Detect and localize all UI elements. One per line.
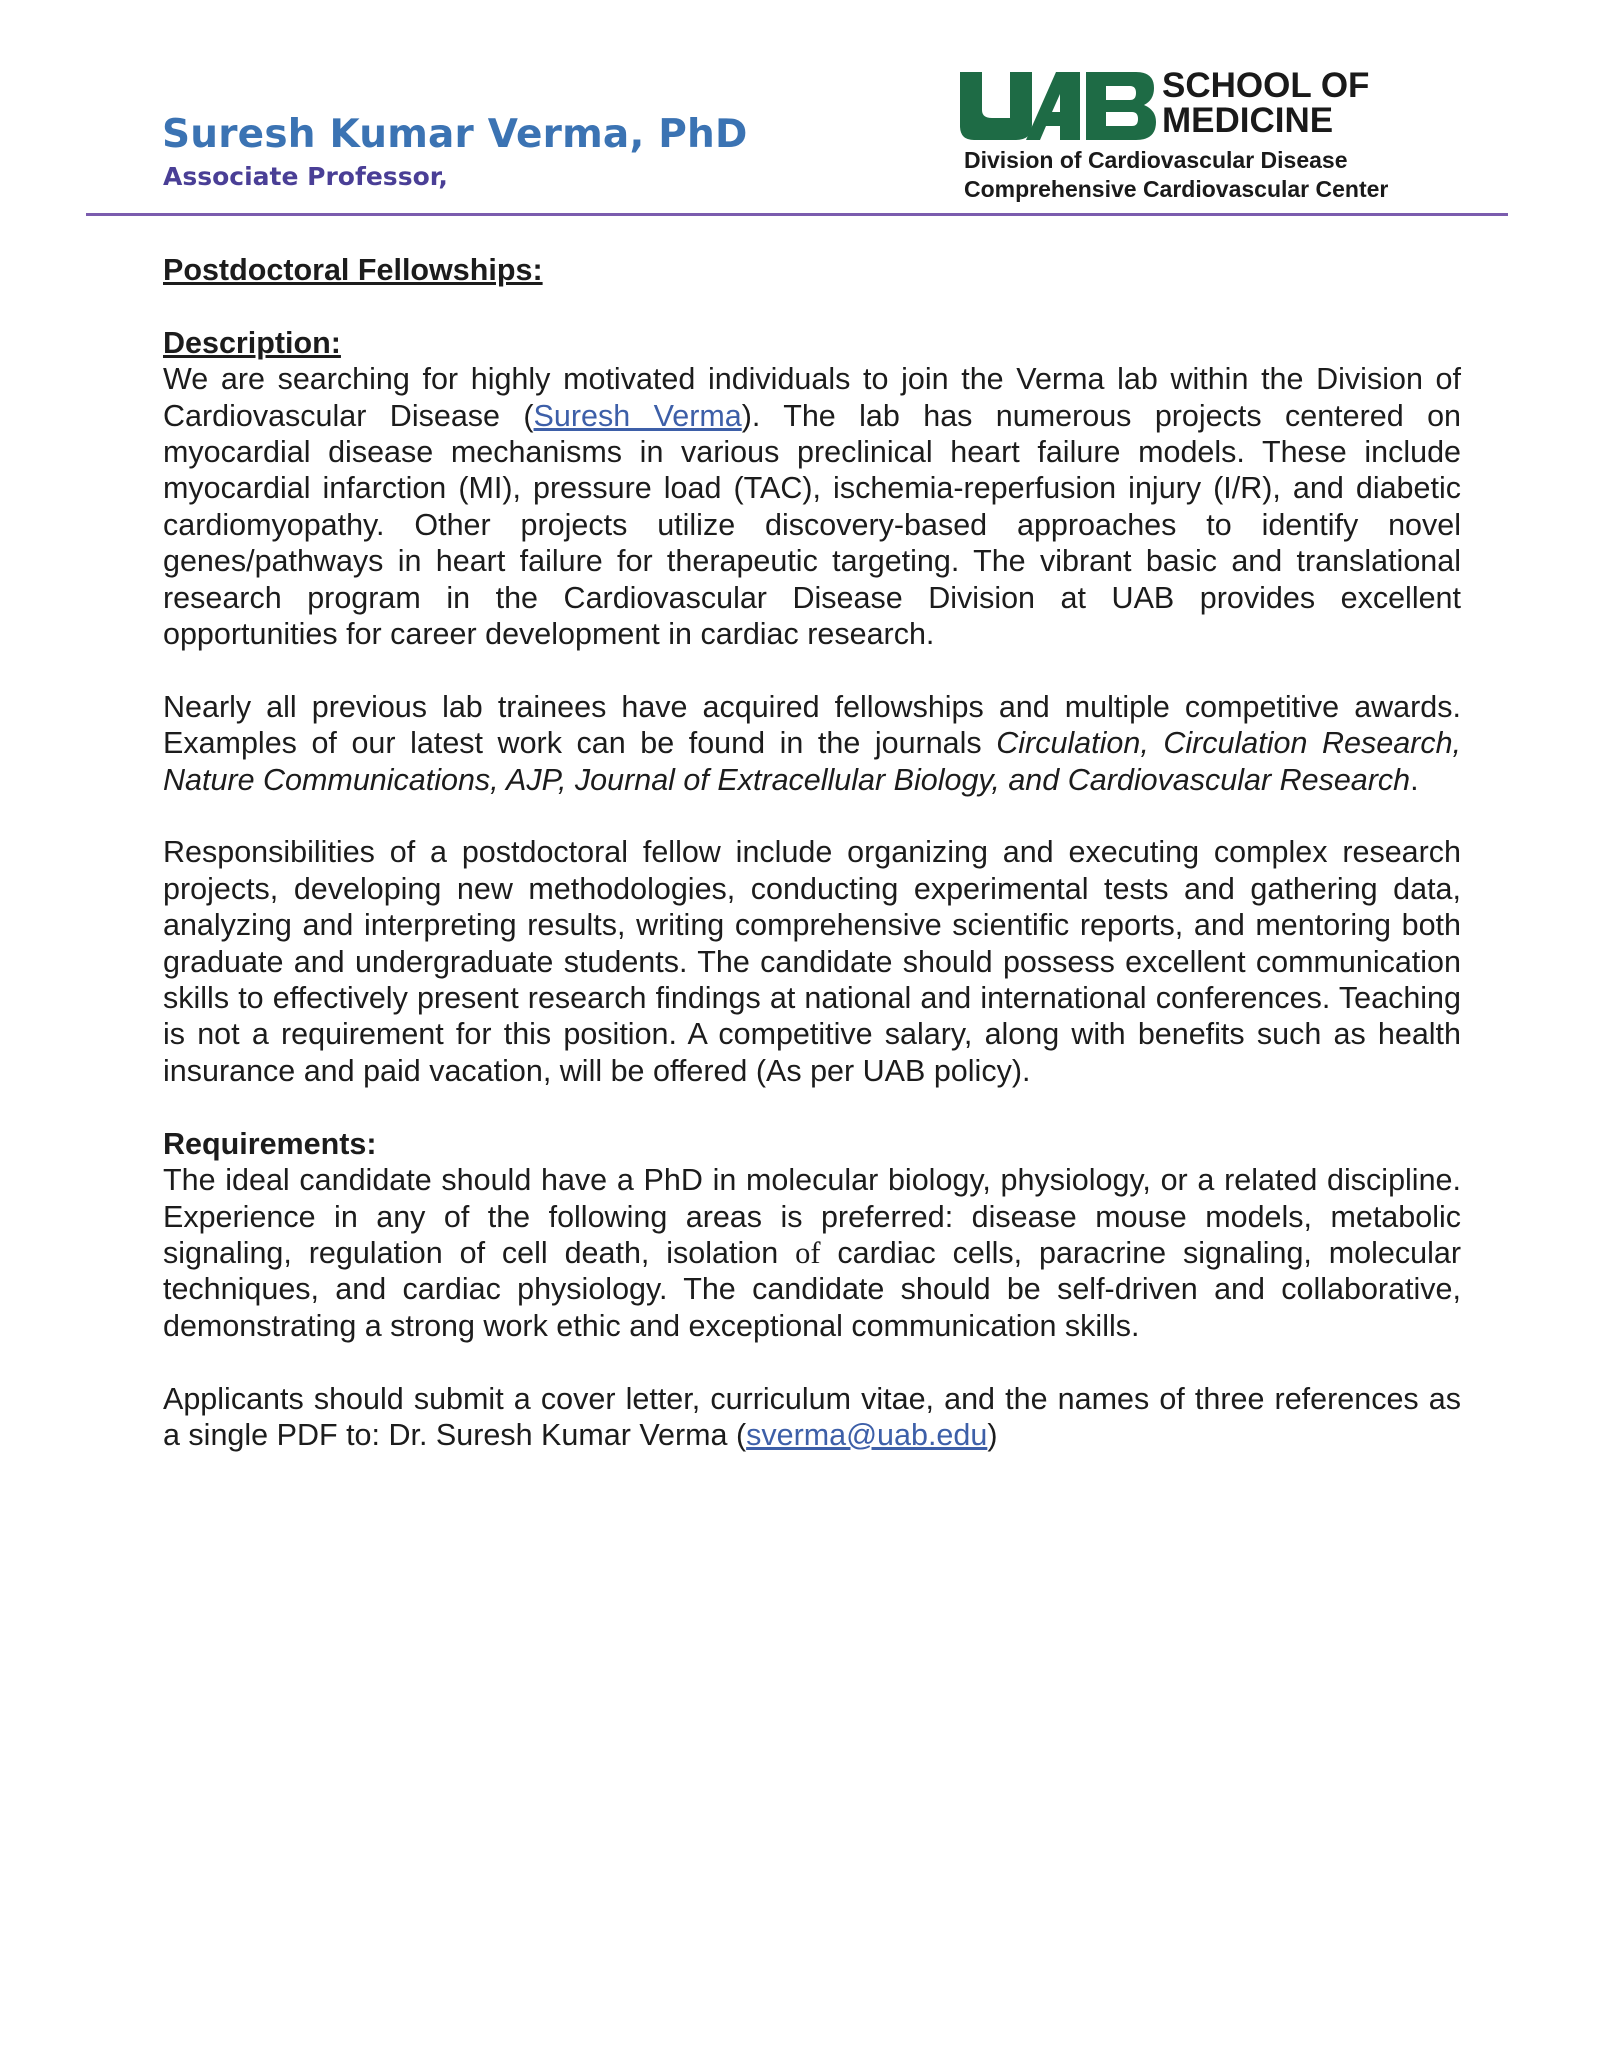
school-line-2: MEDICINE: [1162, 101, 1334, 140]
uab-logo-mark: [960, 72, 1156, 140]
journals-list: Circulation, Circulation Research, Nature Communications, AJP, Journal of Extracellular Biology, and Cardiovascular Research: [163, 726, 1462, 797]
division-line-1: Division of Cardiovascular Disease: [964, 147, 1348, 173]
description-heading: Description:: [163, 325, 341, 360]
suresh-verma-link[interactable]: Suresh Verma: [533, 398, 742, 433]
document-body: [163, 252, 1461, 1453]
para1-text-a: We are searching for highly motivated individuals to join the Verma lab within the Division of Cardiovascular Disease (: [163, 362, 1461, 433]
para4-text-b: cardiac cells, paracrine signaling, molecular techniques, and cardiac physiology. The candidate should be self-driven and collaborative, demonstrating a strong work ethic and exceptional communication skills.: [163, 1235, 1461, 1343]
para4-text-a: The ideal candidate should have a PhD in molecular biology, physiology, or a related discipline. Experience in any of the following areas is preferred: disease mouse models, metabolic signaling, regulation of cell death, isolation: [163, 1163, 1461, 1270]
requirements-heading: Requirements:: [163, 1126, 377, 1161]
trainees-paragraph: [163, 689, 1461, 798]
requirements-paragraph: [163, 1162, 1461, 1344]
school-of-medicine: [1162, 68, 1369, 138]
school-line-1: SCHOOL OF: [1162, 66, 1370, 105]
para2-text: Nearly all previous lab trainees have acquired fellowships and multiple competitive awards. Examples of our latest work can be found in the journals: [163, 689, 1461, 761]
section-title: Postdoctoral Fellowships:: [163, 253, 543, 287]
email-link[interactable]: sverma@uab.edu: [746, 1417, 988, 1452]
header-divider: [86, 213, 1508, 216]
description-paragraph: [163, 361, 1461, 652]
division-block: [964, 146, 1388, 204]
division-line-2: Comprehensive Cardiovascular Center: [964, 176, 1389, 202]
para5-text-b: ): [987, 1417, 998, 1452]
para5-text-a: Applicants should submit a cover letter, curriculum vitae, and the names of three references as a single PDF to: Dr. Suresh Kumar Verma (: [163, 1381, 1461, 1452]
author-title: Associate Professor,: [163, 162, 448, 191]
letterhead: [0, 0, 1622, 220]
para1-text-b: ). The lab has numerous projects centered on myocardial disease mechanisms in various preclinical heart failure models. These include myocardial infarction (MI), pressure load (TAC), ischemia-reperfusion injury (I/R), and diabetic cardiomyopathy. Other projects utilize discovery-based approaches to identify novel genes/pathways in heart failure for therapeutic targeting. The vibrant basic and translational research program in the Cardiovascular Disease Division at UAB provides excellent opportunities for career development in cardiac research.: [163, 398, 1462, 652]
author-name: Suresh Kumar Verma, PhD: [162, 112, 748, 157]
para4-serif-word: of: [795, 1235, 821, 1270]
responsibilities-paragraph: Responsibilities of a postdoctoral fellow include organizing and executing complex research projects, developing new methodologies, conducting experimental tests and gathering data, analyzing and interpreting results, writing comprehensive scientific reports, and mentoring both graduate and undergraduate students. The candidate should possess excellent communication skills to effectively present research findings at national and international conferences. Teaching is not a requirement for this position. A competitive salary, along with benefits such as health insurance and paid vacation, will be offered (As per UAB policy).: [163, 835, 1461, 1088]
application-paragraph: [163, 1381, 1461, 1454]
para2-end: .: [1410, 762, 1419, 797]
